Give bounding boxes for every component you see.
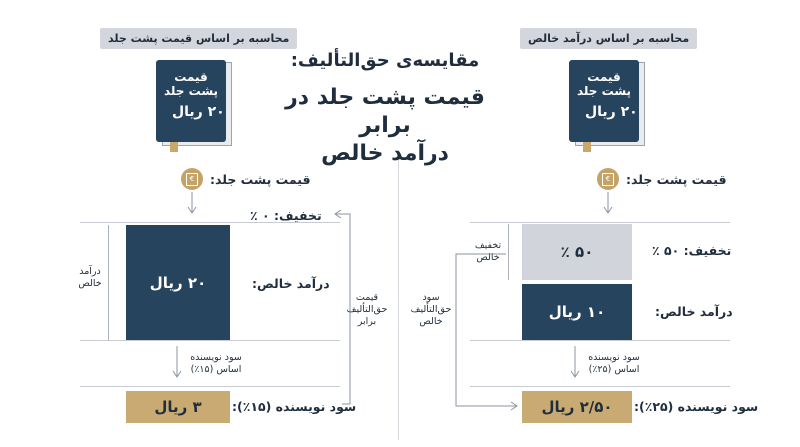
right-discount-box: ۵۰ ٪ bbox=[522, 224, 632, 280]
left-loop-note: قیمت حق‌التألیف برابر bbox=[346, 292, 388, 327]
left-divider-2 bbox=[80, 340, 340, 341]
right-coin-icon: € bbox=[597, 168, 619, 190]
left-book-price: ۲۰ ریال bbox=[172, 104, 225, 120]
right-cover-label: قیمت پشت جلد: bbox=[626, 172, 727, 187]
right-method-tag: محاسبه بر اساس درآمد خالص bbox=[520, 28, 697, 49]
left-net-label: درآمد خالص: bbox=[252, 276, 330, 291]
right-royalty-note: سود نویسنده اساس (۲۵٪) bbox=[588, 352, 640, 375]
left-coin-icon: € bbox=[181, 168, 203, 190]
heading-line2: قیمت پشت جلد در برابر درآمد خالص bbox=[285, 85, 485, 166]
right-discount-side-label: تخفیف خالص bbox=[474, 240, 502, 263]
left-royalty-note: سود نویسنده اساس (۱۵٪) bbox=[190, 352, 242, 375]
right-book-price: ۲۰ ریال bbox=[585, 104, 638, 120]
right-book-title: قیمت پشت جلد bbox=[576, 70, 632, 98]
left-method-tag: محاسبه بر اساس قیمت پشت جلد bbox=[100, 28, 297, 49]
left-royalty-box: ۳ ریال bbox=[126, 391, 230, 423]
left-net-box: ۲۰ ریال bbox=[126, 225, 230, 340]
left-divider-3 bbox=[80, 386, 340, 387]
left-royalty-label: سود نویسنده (۱۵٪): bbox=[232, 399, 357, 414]
left-cover-label: قیمت پشت جلد: bbox=[210, 172, 311, 187]
panel-divider bbox=[398, 160, 399, 440]
heading-line1: مقایسه‌ی حق‌التألیف: bbox=[290, 50, 480, 71]
right-net-label: درآمد خالص: bbox=[655, 304, 733, 319]
right-arrow-down-1 bbox=[602, 192, 614, 216]
right-arrow-down-2 bbox=[569, 346, 581, 380]
right-divider-1 bbox=[470, 222, 730, 223]
left-net-side-label: درآمد خالص bbox=[78, 266, 102, 289]
left-net-bracket bbox=[108, 225, 109, 340]
left-discount-label: تخفیف: ۰ ٪ bbox=[250, 208, 322, 223]
right-discount-label: تخفیف: ۵۰ ٪ bbox=[652, 243, 732, 258]
right-loop-arrow bbox=[450, 250, 524, 420]
left-arrow-down-1 bbox=[186, 192, 198, 216]
right-royalty-label: سود نویسنده (۲۵٪): bbox=[634, 399, 759, 414]
right-net-box: ۱۰ ریال bbox=[522, 284, 632, 340]
right-royalty-box: ۲/۵۰ ریال bbox=[522, 391, 632, 423]
left-book-title: قیمت پشت جلد bbox=[163, 70, 219, 98]
left-arrow-down-2 bbox=[171, 346, 183, 380]
right-loop-note: سود حق‌التألیف خالص bbox=[410, 292, 452, 327]
